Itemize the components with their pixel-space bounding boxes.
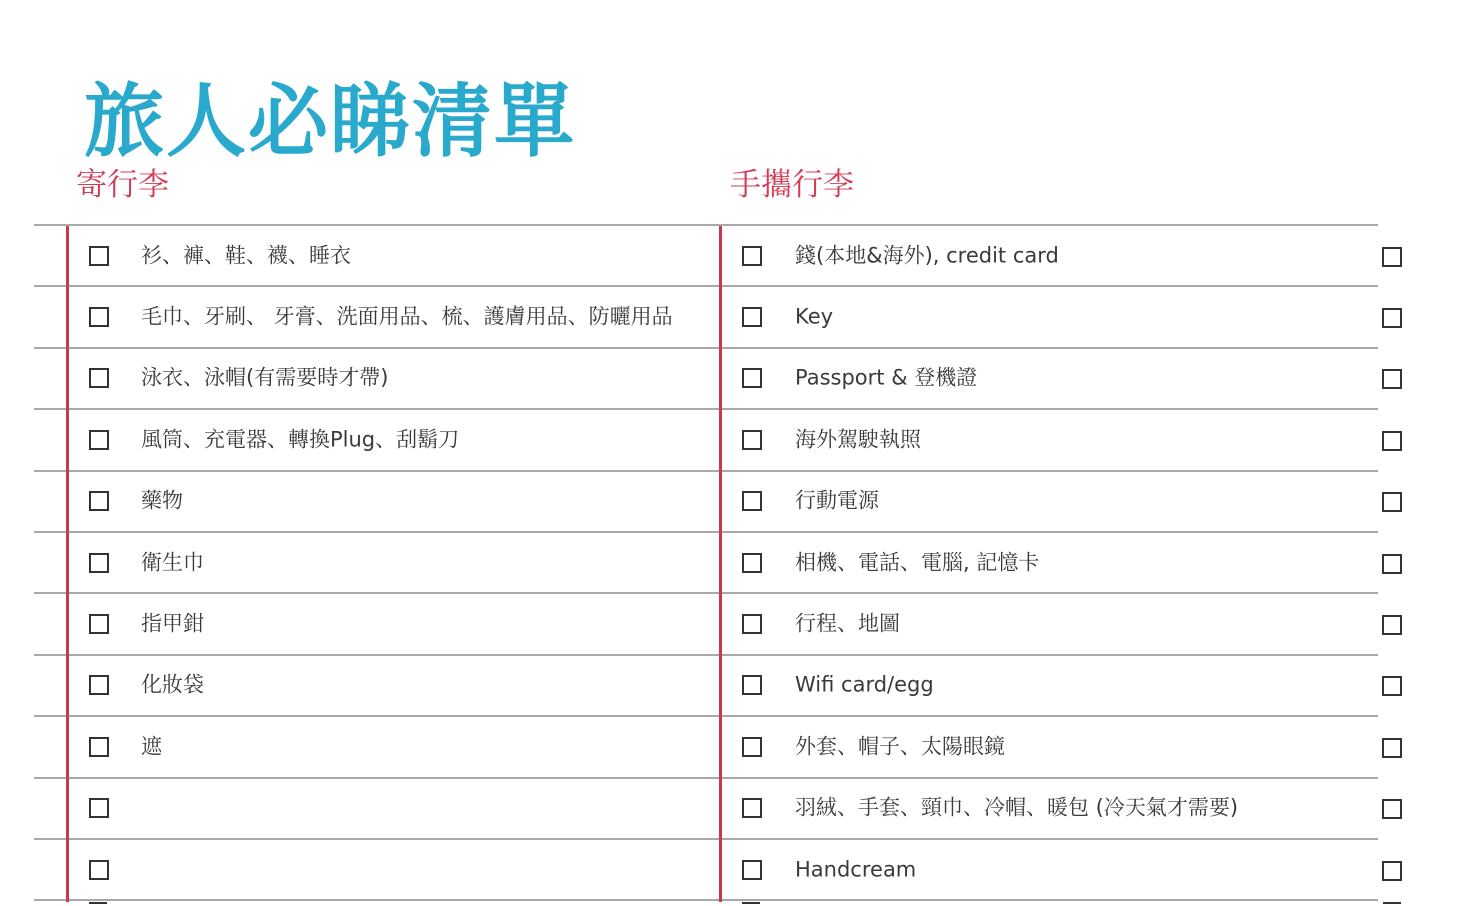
list-item <box>688 226 1378 287</box>
checkbox-icon[interactable] <box>89 553 109 573</box>
checkbox-icon[interactable] <box>742 307 762 327</box>
checkbox-icon[interactable] <box>1382 799 1402 819</box>
item-label: 羽絨、手套、頸巾、冷帽、暖包 (冷天氣才需要) <box>795 795 1239 820</box>
checkbox-icon[interactable] <box>1382 676 1402 696</box>
checkbox-icon[interactable] <box>742 675 762 695</box>
item-label: 行動電源 <box>795 488 879 513</box>
item-label: 海外駕駛執照 <box>795 427 921 452</box>
checkbox-icon[interactable] <box>742 430 762 450</box>
item-label: Passport & 登機證 <box>795 365 978 390</box>
checkbox-icon[interactable] <box>89 737 109 757</box>
checkbox-icon[interactable] <box>89 430 109 450</box>
item-label: Key <box>795 304 834 329</box>
list-item <box>34 717 722 778</box>
far-right-checkbox-column <box>1382 226 1404 901</box>
item-label: 錢(本地&海外), credit card <box>795 243 1059 268</box>
list-item <box>34 472 722 533</box>
checkbox-icon[interactable] <box>742 553 762 573</box>
list-item <box>34 840 722 901</box>
list-item <box>34 656 722 717</box>
list-item <box>34 287 722 348</box>
page-title: 旅人必睇清單 <box>84 74 576 168</box>
list-item <box>688 410 1378 471</box>
item-label: 遮 <box>141 734 162 759</box>
checkbox-icon[interactable] <box>742 614 762 634</box>
item-label: Handcream <box>795 857 917 882</box>
item-label: 外套、帽子、太陽眼鏡 <box>795 734 1005 759</box>
list-item <box>688 717 1378 778</box>
item-label: 藥物 <box>141 488 183 513</box>
checkbox-icon[interactable] <box>1382 431 1402 451</box>
list-item <box>688 533 1378 594</box>
checkbox-icon[interactable] <box>89 614 109 634</box>
right-column-divider <box>719 226 722 902</box>
list-item <box>34 226 722 287</box>
list-item <box>34 533 722 594</box>
carry-on-list <box>688 224 1378 901</box>
list-item <box>688 472 1378 533</box>
item-label: 毛巾、牙刷、 牙膏、洗面用品、梳、護膚用品、防曬用品 <box>141 304 673 329</box>
checkbox-icon[interactable] <box>89 860 109 880</box>
checkbox-icon[interactable] <box>1382 861 1402 881</box>
checkbox-icon[interactable] <box>89 246 109 266</box>
checked-luggage-list <box>34 224 722 901</box>
item-label: Wifi card/egg <box>795 672 934 697</box>
partial-checkbox-icon <box>1383 902 1401 904</box>
checkbox-icon[interactable] <box>1382 247 1402 267</box>
item-label: 指甲鉗 <box>141 611 204 636</box>
list-item <box>34 779 722 840</box>
checkbox-icon[interactable] <box>1382 308 1402 328</box>
item-label: 衛生巾 <box>141 550 204 575</box>
item-label: 衫、褲、鞋、襪、睡衣 <box>141 243 351 268</box>
checkbox-icon[interactable] <box>1382 615 1402 635</box>
checkbox-icon[interactable] <box>1382 738 1402 758</box>
list-item <box>34 349 722 410</box>
item-label: 風筒、充電器、轉換Plug、刮鬍刀 <box>141 427 460 452</box>
list-item <box>688 594 1378 655</box>
list-item <box>688 840 1378 901</box>
item-label: 相機、電話、電腦, 記憶卡 <box>795 550 1040 575</box>
checkbox-icon[interactable] <box>742 246 762 266</box>
checkbox-icon[interactable] <box>742 798 762 818</box>
checkbox-icon[interactable] <box>89 491 109 511</box>
checkbox-icon[interactable] <box>742 491 762 511</box>
left-column-divider <box>66 226 69 902</box>
list-item <box>688 349 1378 410</box>
list-item <box>688 779 1378 840</box>
checkbox-icon[interactable] <box>1382 492 1402 512</box>
checkbox-icon[interactable] <box>89 675 109 695</box>
checkbox-icon[interactable] <box>742 737 762 757</box>
checkbox-icon[interactable] <box>742 368 762 388</box>
partial-checkbox-icon <box>742 902 760 904</box>
item-label: 化妝袋 <box>141 672 204 697</box>
checked-luggage-heading: 寄行李 <box>76 167 169 203</box>
checkbox-icon[interactable] <box>1382 369 1402 389</box>
checkbox-icon[interactable] <box>89 307 109 327</box>
list-item <box>34 594 722 655</box>
partial-checkbox-icon <box>89 902 107 904</box>
list-item <box>34 410 722 471</box>
item-label: 泳衣、泳帽(有需要時才帶) <box>141 365 389 390</box>
checkbox-icon[interactable] <box>89 368 109 388</box>
checkbox-icon[interactable] <box>1382 554 1402 574</box>
checkbox-icon[interactable] <box>89 798 109 818</box>
list-item <box>688 656 1378 717</box>
checkbox-icon[interactable] <box>742 860 762 880</box>
list-item <box>688 287 1378 348</box>
carry-on-heading: 手攜行李 <box>730 167 854 203</box>
item-label: 行程、地圖 <box>795 611 900 636</box>
